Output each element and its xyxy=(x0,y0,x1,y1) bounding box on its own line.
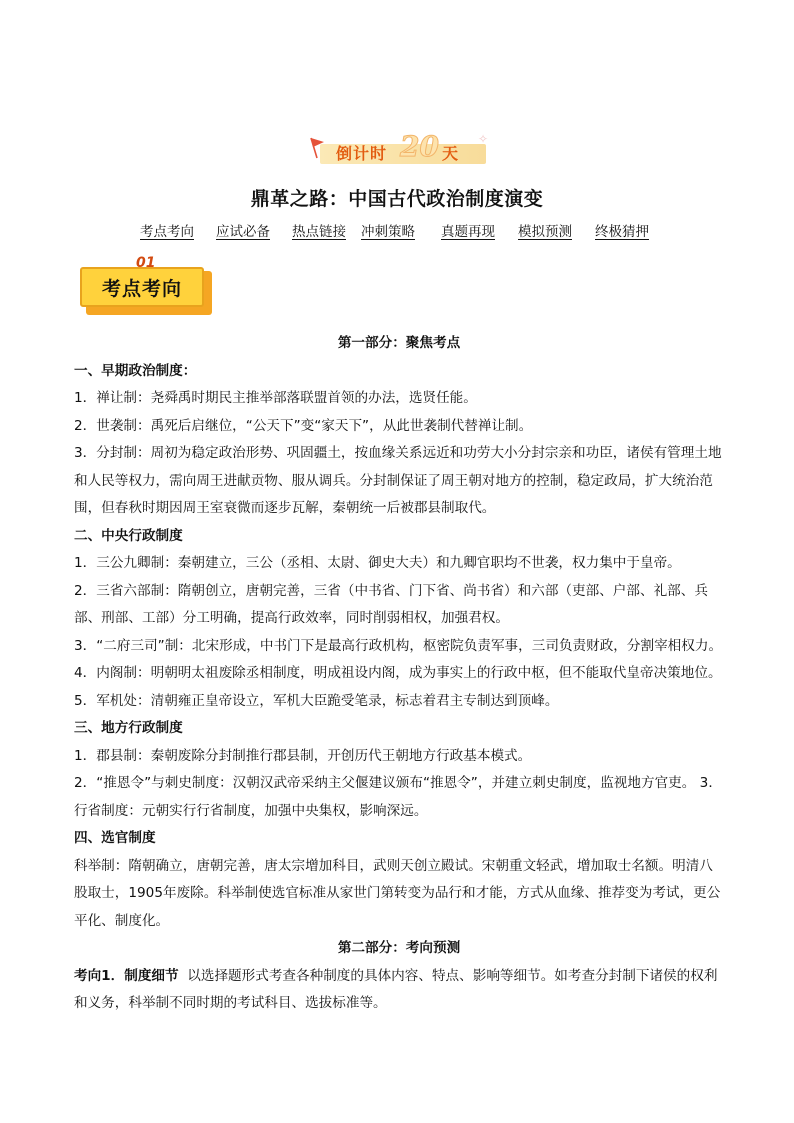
paragraph: 3．分封制：周初为稳定政治形势、巩固疆土，按血缘关系远近和功劳大小分封宗亲和功臣，诸侯有管理土地和人民等权力，需向周王进献贡物、服从调兵。分封制保证了周王朝对地方的控制，稳定政局，扩大统治范围，但春秋时期因周王室衰微而逐步瓦解，秦朝统一后被郡县制取代。 xyxy=(74,445,722,516)
paragraph: 4．内阁制：明朝明太祖废除丞相制度，明成祖设内阁，成为事实上的行政中枢，但不能取代皇帝决策地位。 xyxy=(74,665,722,681)
sparkle-icon: ✧ xyxy=(478,132,489,146)
paragraph: 1．禅让制：尧舜禹时期民主推举部落联盟首领的办法，选贤任能。 xyxy=(74,390,477,406)
section-nav xyxy=(140,220,660,240)
nav-link-zhongji[interactable]: 终极猜押 xyxy=(595,224,649,240)
paragraph: 2．世袭制：禹死后启继位，“公天下”变“家天下”，从此世袭制代替禅让制。 xyxy=(74,417,533,434)
part2-title: 第二部分：考向预测 xyxy=(337,940,461,956)
paragraph xyxy=(74,963,724,1018)
paragraph: 1．郡县制：秦朝废除分封制推行郡县制，开创历代王朝地方行政基本模式。 xyxy=(74,747,532,764)
nav-link-zhenti[interactable]: 真题再现 xyxy=(441,224,495,240)
paragraph: 科举制：隋朝确立，唐朝完善，唐太宗增加科目，武则天创立殿试。宋朝重文轻武，增加取士名额。明清八股取士，1905年废除。科举制使选官标准从家世门第转变为品行和才能，方式从血缘、推荐变为考试，更公平化、制度化。 xyxy=(74,857,721,929)
paragraph: 3．“二府三司”制：北宋形成，中书门下是最高行政机构，枢密院负责军事，三司负责财政，分割宰相权力。 xyxy=(74,637,723,654)
section-heading: 二、中央行政制度 xyxy=(74,527,183,544)
countdown-banner xyxy=(306,132,488,166)
section-heading: 三、地方行政制度 xyxy=(74,720,183,736)
paragraph: 5．军机处：清朝雍正皇帝设立，军机大臣跪受笔录，标志着君主专制达到顶峰。 xyxy=(74,692,559,709)
badge-label: 考点考向 xyxy=(101,278,182,300)
paragraph: 2．三省六部制：隋朝创立，唐朝完善，三省（中书省、门下省、尚书省）和六部（吏部、户部、礼部、兵部、刑部、工部）分工明确，提高行政效率，同时削弱相权，加强君权。 xyxy=(74,582,708,626)
paragraph: 2．“推恩令”与刺史制度：汉朝汉武帝采纳主父偃建议颁布“推恩令”，并建立刺史制度，监视地方官吏。 3．行省制度：元朝实行行省制度，加强中央集权，影响深远。 xyxy=(74,775,722,819)
countdown-unit: 天 xyxy=(442,144,459,163)
section-heading: 一、早期政治制度： xyxy=(74,362,197,379)
page-title: 鼎革之路：中国古代政治制度演变 xyxy=(250,188,544,210)
paragraph: 1．三公九卿制：秦朝建立，三公（丞相、太尉、御史大夫）和九卿官职均不世袭，权力集中于皇帝。 xyxy=(74,555,681,571)
trend-text: 以选择题形式考查各种制度的具体内容、特点、影响等细节。如考查分封制下诸侯的权利和义务，科举制不同时期的考试科目、选拔标准等。 xyxy=(74,967,718,1011)
nav-link-moni[interactable]: 模拟预测 xyxy=(518,224,572,240)
badge-number: 01 xyxy=(136,255,156,271)
nav-link-yingshi[interactable]: 应试必备 xyxy=(216,224,270,240)
flag-icon xyxy=(308,136,328,160)
section-badge xyxy=(80,255,212,317)
trend-lead: 考向1．制度细节 xyxy=(74,967,179,984)
nav-link-redian[interactable]: 热点链接 xyxy=(292,224,346,240)
nav-link-kaodian[interactable]: 考点考向 xyxy=(140,224,194,240)
section-heading: 四、选官制度 xyxy=(74,830,156,846)
nav-link-chongci[interactable]: 冲刺策略 xyxy=(361,224,415,240)
countdown-prefix: 倒计时 xyxy=(336,144,388,163)
countdown-number: 20 xyxy=(400,130,439,163)
part1-title: 第一部分：聚焦考点 xyxy=(337,335,461,351)
document-content xyxy=(74,330,724,1018)
